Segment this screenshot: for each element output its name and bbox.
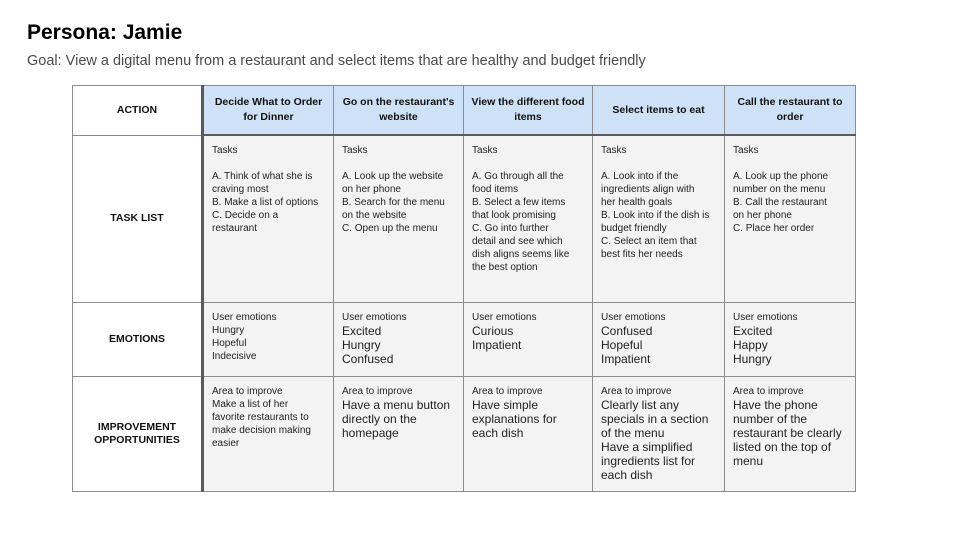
improve-line: easier bbox=[212, 438, 240, 449]
tasks-line: on her phone bbox=[733, 210, 792, 221]
tasks-cell bbox=[725, 135, 856, 303]
tasks-line: A. Go through all the bbox=[472, 171, 564, 182]
emotions-line: Impatient bbox=[601, 352, 651, 366]
tasks-line: B. Select a few items bbox=[472, 197, 566, 208]
emotions-line: Hungry bbox=[212, 325, 245, 336]
row-header-action: ACTION bbox=[73, 86, 203, 136]
emotions-row bbox=[73, 303, 856, 377]
tasks-cell bbox=[334, 135, 464, 303]
tasks-line: that look promising bbox=[472, 210, 556, 221]
goal-statement: Goal: View a digital menu from a restaurant and select items that are healthy and budget friendly bbox=[27, 53, 646, 69]
tasks-line: B. Search for the menu bbox=[342, 197, 445, 208]
tasks-line: C. Select an item that bbox=[601, 236, 697, 247]
emotions-line: Indecisive bbox=[212, 351, 257, 362]
tasks-line: restaurant bbox=[212, 223, 258, 234]
emotions-cell bbox=[334, 303, 464, 377]
emotions-cell bbox=[593, 303, 725, 377]
tasks-line: craving most bbox=[212, 184, 269, 195]
tasks-line: ingredients align with bbox=[601, 184, 695, 195]
persona-title: Persona: Jamie bbox=[27, 21, 183, 44]
emotions-line: Curious bbox=[472, 324, 514, 338]
improve-cell bbox=[203, 377, 334, 492]
tasks-line: A. Look up the website bbox=[342, 171, 444, 182]
tasks-line: A. Look into if the bbox=[601, 171, 679, 182]
improvement-row bbox=[73, 377, 856, 492]
emotions-line: Impatient bbox=[472, 338, 522, 352]
tasks-line: A. Think of what she is bbox=[212, 171, 313, 182]
improve-line: ingredients list for bbox=[601, 454, 696, 468]
improve-cell bbox=[464, 377, 593, 492]
stage-header: Decide What to Order for Dinner bbox=[203, 86, 334, 136]
improve-label: Area to improve bbox=[472, 386, 543, 397]
improve-line: homepage bbox=[342, 426, 399, 440]
tasks-line: C. Decide on a bbox=[212, 210, 279, 221]
emotions-cell bbox=[464, 303, 593, 377]
stage-header: Call the restaurant to order bbox=[725, 86, 856, 136]
tasks-line: the best option bbox=[472, 262, 538, 273]
stage-header: Go on the restaurant's website bbox=[334, 86, 464, 136]
improve-label: Area to improve bbox=[212, 386, 283, 397]
improve-line: of the menu bbox=[601, 426, 665, 440]
improve-line: Have a menu button bbox=[342, 398, 451, 412]
improve-line: restaurant be clearly bbox=[733, 426, 842, 440]
tasks-line: C. Open up the menu bbox=[342, 223, 438, 234]
tasks-line: B. Make a list of options bbox=[212, 197, 319, 208]
improve-line: directly on the bbox=[342, 412, 417, 426]
tasks-cell bbox=[464, 135, 593, 303]
tasks-label: Tasks bbox=[472, 145, 498, 156]
improve-line: each dish bbox=[601, 468, 653, 482]
improve-line: specials in a section bbox=[601, 412, 709, 426]
improve-line: each dish bbox=[472, 426, 524, 440]
improve-line: Make a list of her bbox=[212, 399, 289, 410]
emotions-label: User emotions bbox=[472, 312, 537, 323]
tasks-label: Tasks bbox=[342, 145, 368, 156]
improve-label: Area to improve bbox=[733, 386, 804, 397]
tasks-label: Tasks bbox=[733, 145, 759, 156]
improve-line: listed on the top of bbox=[733, 440, 832, 454]
improve-label: Area to improve bbox=[601, 386, 672, 397]
emotions-label: User emotions bbox=[212, 312, 277, 323]
improve-line: number of the bbox=[733, 412, 808, 426]
emotions-line: Happy bbox=[733, 338, 768, 352]
improve-cell bbox=[725, 377, 856, 492]
emotions-line: Hopeful bbox=[212, 338, 247, 349]
tasks-line: A. Look up the phone bbox=[733, 171, 829, 182]
stage-header: Select items to eat bbox=[593, 86, 725, 136]
tasks-label: Tasks bbox=[212, 145, 238, 156]
emotions-line: Excited bbox=[733, 324, 773, 338]
row-header-task-list: TASK LIST bbox=[73, 135, 203, 303]
action-row bbox=[73, 86, 856, 136]
emotions-label: User emotions bbox=[601, 312, 666, 323]
improve-cell bbox=[334, 377, 464, 492]
task-list-row bbox=[73, 135, 856, 303]
emotions-line: Confused bbox=[601, 324, 653, 338]
row-header-improvement-line1: IMPROVEMENT bbox=[97, 421, 177, 433]
emotions-cell bbox=[203, 303, 334, 377]
tasks-cell bbox=[203, 135, 334, 303]
emotions-line: Hopeful bbox=[601, 338, 643, 352]
tasks-line: B. Call the restaurant bbox=[733, 197, 827, 208]
row-header-improvement bbox=[73, 377, 203, 492]
row-header-emotions: EMOTIONS bbox=[73, 303, 203, 377]
tasks-line: C. Go into further bbox=[472, 223, 549, 234]
tasks-line: dish aligns seems like bbox=[472, 249, 570, 260]
improve-cell bbox=[593, 377, 725, 492]
tasks-line: on her phone bbox=[342, 184, 401, 195]
emotions-label: User emotions bbox=[342, 312, 407, 323]
tasks-line: number on the menu bbox=[733, 184, 826, 195]
improve-line: favorite restaurants to bbox=[212, 412, 309, 423]
improve-line: explanations for bbox=[472, 412, 557, 426]
tasks-line: budget friendly bbox=[601, 223, 667, 234]
emotions-label: User emotions bbox=[733, 312, 798, 323]
tasks-label: Tasks bbox=[601, 145, 627, 156]
tasks-line: C. Place her order bbox=[733, 223, 815, 234]
improve-line: make decision making bbox=[212, 425, 311, 436]
improve-label: Area to improve bbox=[342, 386, 413, 397]
tasks-line: on the website bbox=[342, 210, 407, 221]
stage-header: View the different food items bbox=[464, 86, 593, 136]
emotions-cell bbox=[725, 303, 856, 377]
emotions-line: Confused bbox=[342, 352, 394, 366]
tasks-line: detail and see which bbox=[472, 236, 563, 247]
tasks-line: best fits her needs bbox=[601, 249, 683, 260]
tasks-line: B. Look into if the dish is bbox=[601, 210, 710, 221]
tasks-cell bbox=[593, 135, 725, 303]
emotions-line: Hungry bbox=[342, 338, 381, 352]
row-header-improvement-line2: OPPORTUNITIES bbox=[94, 434, 180, 446]
emotions-line: Excited bbox=[342, 324, 382, 338]
improve-line: Have a simplified bbox=[601, 440, 693, 454]
improve-line: menu bbox=[733, 454, 764, 468]
journey-map-table bbox=[72, 85, 856, 492]
improve-line: Clearly list any bbox=[601, 398, 680, 412]
tasks-line: her health goals bbox=[601, 197, 673, 208]
improve-line: Have simple bbox=[472, 398, 539, 412]
emotions-line: Hungry bbox=[733, 352, 772, 366]
improve-line: Have the phone bbox=[733, 398, 818, 412]
tasks-line: food items bbox=[472, 184, 519, 195]
